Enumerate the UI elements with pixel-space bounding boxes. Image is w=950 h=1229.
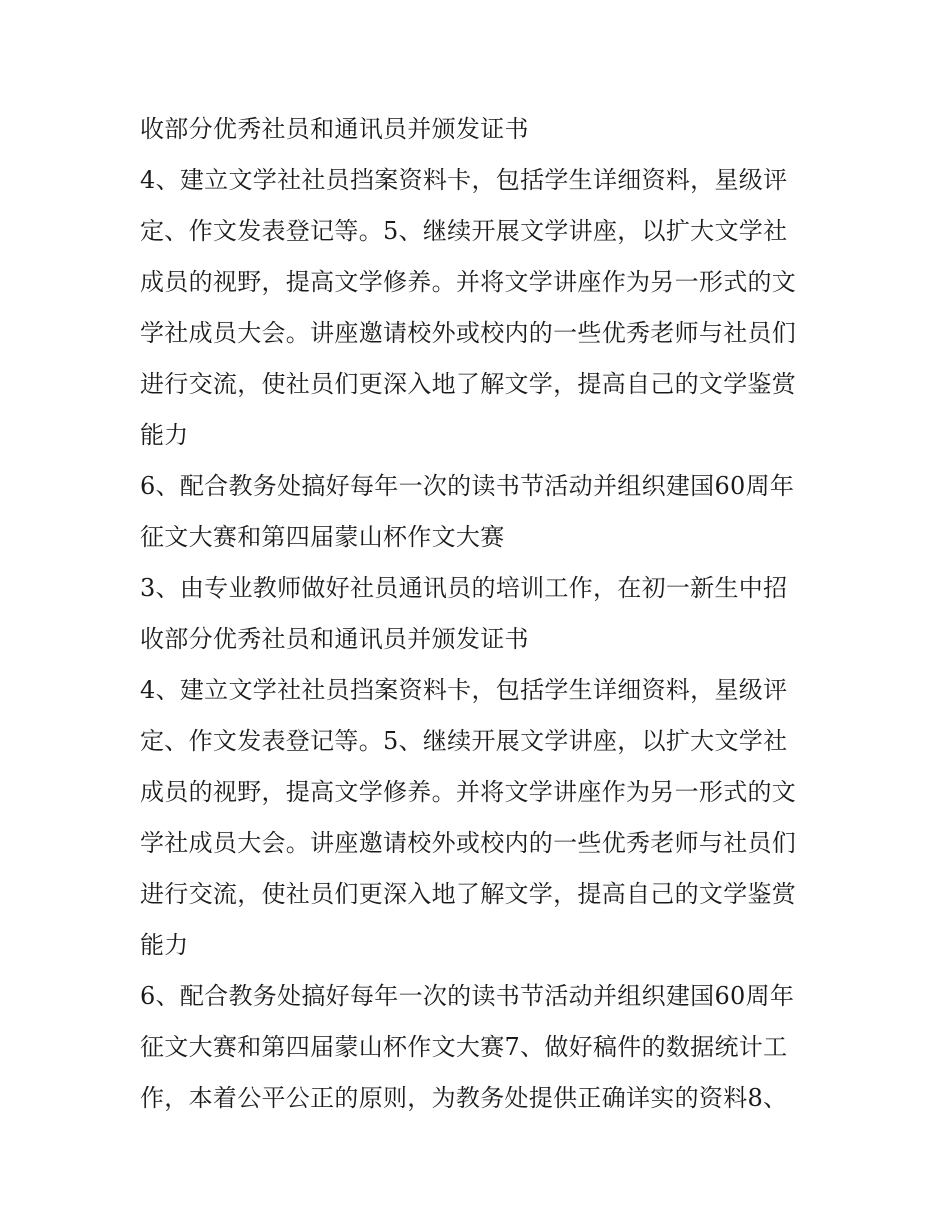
text-line: 4、建立文学社社员挡案资料卡，包括学生详细资料，星级评 (140, 676, 788, 704)
text-line: 成员的视野，提高文学修养。并将文学讲座作为另一形式的文 (140, 778, 797, 806)
text-line: 作，本着公平公正的原则，为教务处提供正确详实的资料8、 (140, 1084, 788, 1112)
text-line: 进行交流，使社员们更深入地了解文学，提高自己的文学鉴赏 (140, 370, 797, 398)
text-line: 6、配合教务处搞好每年一次的读书节活动并组织建国60周年 (140, 472, 795, 500)
text-line: 学社成员大会。讲座邀请校外或校内的一些优秀老师与社员们 (140, 829, 797, 857)
text-line: 4、建立文学社社员挡案资料卡，包括学生详细资料，星级评 (140, 166, 788, 194)
text-line: 学社成员大会。讲座邀请校外或校内的一些优秀老师与社员们 (140, 319, 797, 347)
text-line: 成员的视野，提高文学修养。并将文学讲座作为另一形式的文 (140, 268, 797, 296)
text-line: 收部分优秀社员和通讯员并颁发证书 (140, 625, 529, 653)
document-body (140, 104, 820, 1124)
text-line: 征文大赛和第四届蒙山杯作文大赛7、做好稿件的数据统计工 (140, 1033, 788, 1061)
text-line: 定、作文发表登记等。5、继续开展文学讲座，以扩大文学社 (140, 217, 788, 245)
text-line: 定、作文发表登记等。5、继续开展文学讲座，以扩大文学社 (140, 727, 788, 755)
text-line: 能力 (140, 931, 189, 959)
text-line: 进行交流，使社员们更深入地了解文学，提高自己的文学鉴赏 (140, 880, 797, 908)
text-line: 6、配合教务处搞好每年一次的读书节活动并组织建国60周年 (140, 982, 795, 1010)
text-line: 收部分优秀社员和通讯员并颁发证书 (140, 115, 529, 143)
text-line: 能力 (140, 421, 189, 449)
text-line: 征文大赛和第四届蒙山杯作文大赛 (140, 523, 505, 551)
text-line: 3、由专业教师做好社员通讯员的培训工作，在初一新生中招 (140, 574, 788, 602)
